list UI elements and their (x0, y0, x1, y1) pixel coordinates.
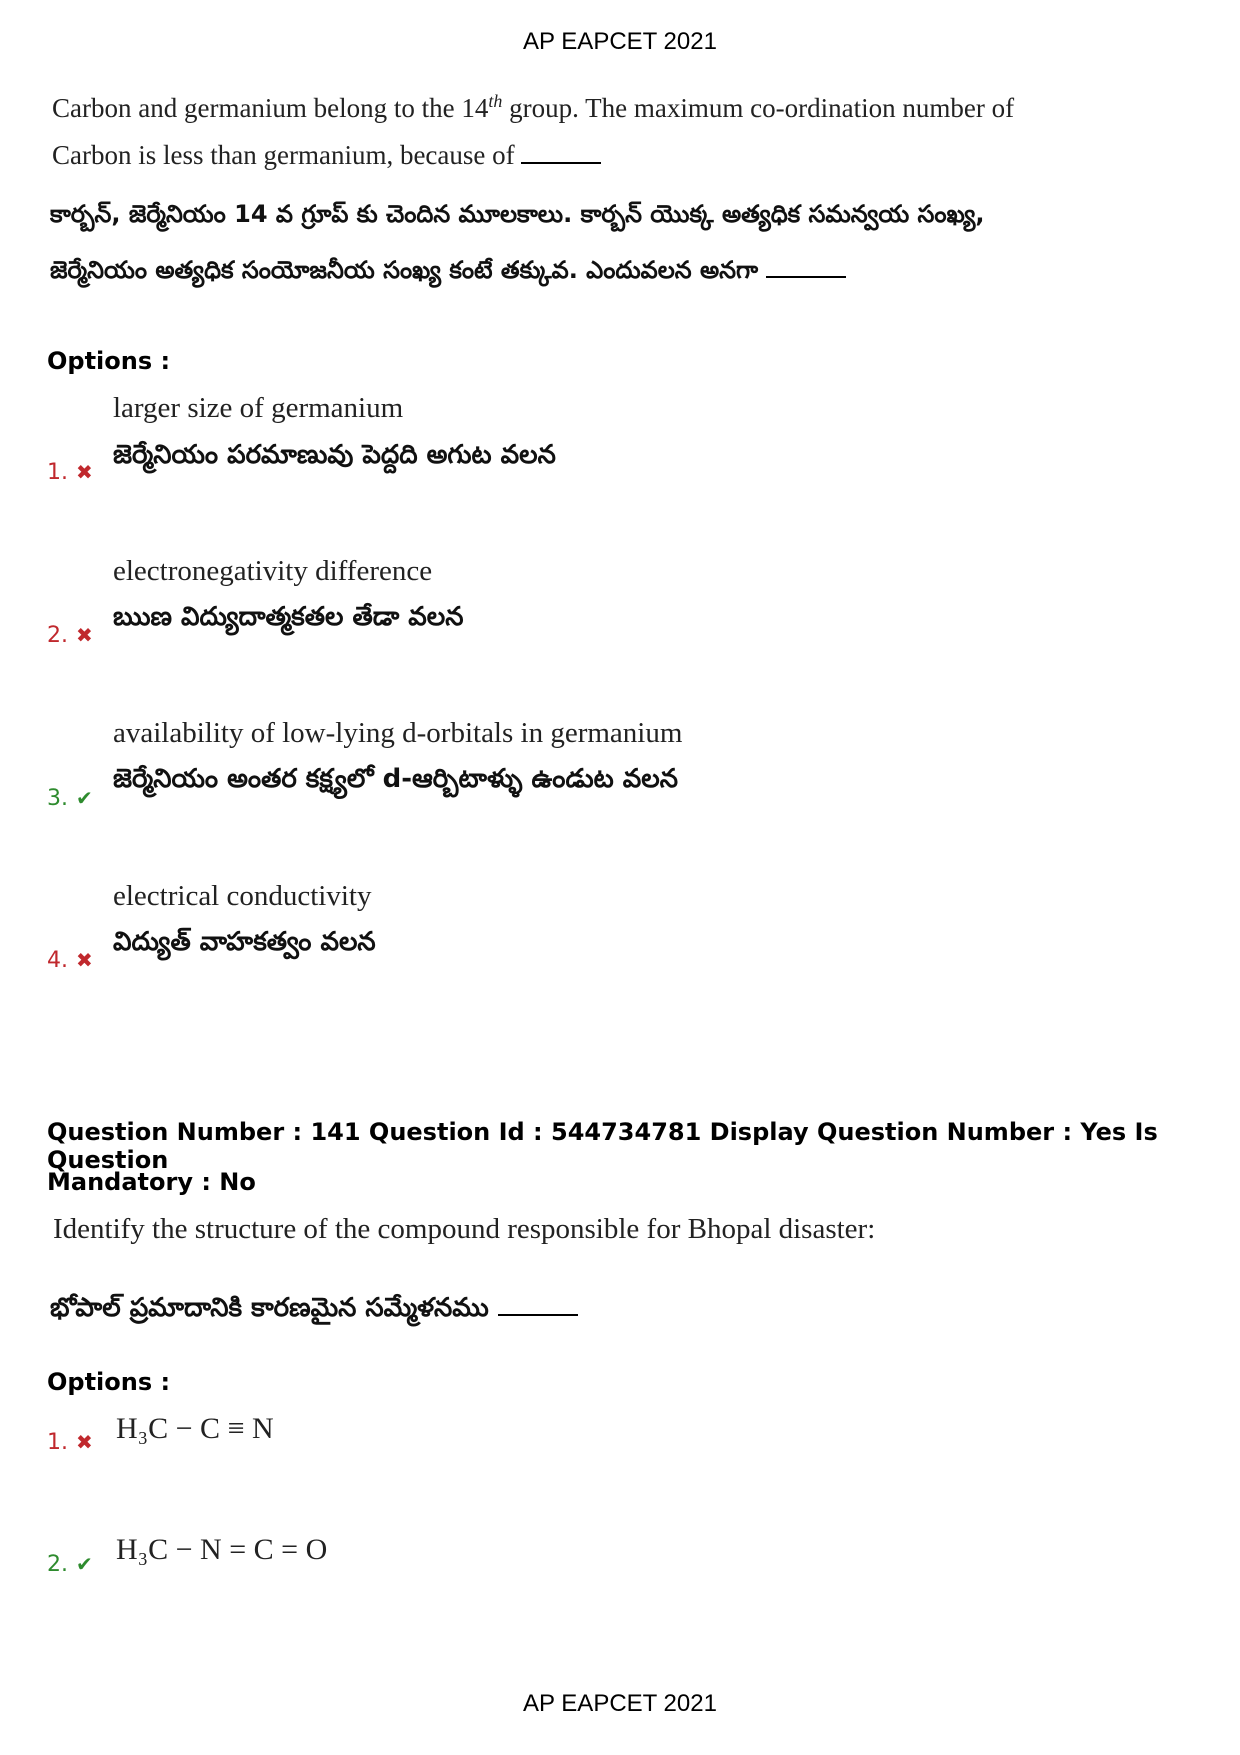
option-2-marker-141 (47, 1552, 93, 1577)
option-3-telugu: జెర్మేనియం అంతర కక్ష్యలో d-ఆర్బిటాళ్ళు ఉండుట వలన (113, 764, 678, 794)
option-3-number: 3. (47, 786, 68, 811)
question-meta-line-1: Question Number : 141 Question Id : 544734781 Display Question Number : Yes Is Question (47, 1118, 1158, 1174)
option-1-telugu: జెర్మేనియం పరమాణువు పెద్దది అగుట వలన (113, 440, 556, 470)
answer-blank-141 (498, 1294, 578, 1316)
options-label: Options : (47, 347, 171, 375)
option-4-marker (47, 948, 93, 973)
question-141-telugu (50, 1293, 578, 1329)
option-2-number-141: 2. (47, 1552, 68, 1577)
cross-icon: ✖ (76, 1430, 93, 1454)
question-line-2: Carbon is less than germanium, because of (52, 140, 515, 170)
options-label-141: Options : (47, 1368, 171, 1396)
option-2-formula: H₃C − N = C = O (116, 1533, 328, 1566)
option-4-english: electrical conductivity (113, 880, 372, 912)
cross-icon: ✖ (76, 460, 93, 484)
option-1-marker (47, 460, 93, 485)
question-141-telugu-text: భోపాల్ ప్రమాదానికి కారణమైన సమ్మేళనము (50, 1293, 489, 1323)
answer-blank (521, 142, 601, 164)
answer-blank-telugu (766, 256, 846, 278)
page-header: AP EAPCET 2021 (523, 28, 717, 55)
option-2-telugu: ఋణ విద్యుదాత్మకతల తేడా వలన (113, 602, 464, 632)
page-footer: AP EAPCET 2021 (523, 1690, 717, 1717)
question-line-1b: group. The maximum co-ordination number of (502, 93, 1015, 123)
question-line-1a: Carbon and germanium belong to the 14 (52, 93, 489, 123)
question-text-telugu (50, 186, 985, 298)
option-1-number: 1. (47, 460, 68, 485)
superscript: th (488, 91, 503, 111)
question-text-english (52, 78, 1014, 179)
telugu-line-1: కార్బన్, జెర్మేనియం 14 వ గ్రూప్ కు చెందిన మూలకాలు. కార్బన్ యొక్క అత్యధిక సమన్వయ సంఖ్య, (50, 200, 985, 228)
option-2-english: electronegativity difference (113, 555, 433, 587)
cross-icon: ✖ (76, 623, 93, 647)
cross-icon: ✖ (76, 948, 93, 972)
option-4-number: 4. (47, 948, 68, 973)
check-icon: ✔ (76, 786, 93, 810)
option-3-marker (47, 786, 93, 811)
telugu-line-2: జెర్మేనియం అత్యధిక సంయోజనీయ సంఖ్య కంటే తక్కువ. ఎందువలన అనగా (50, 256, 759, 284)
check-icon: ✔ (76, 1552, 93, 1576)
option-3-english: availability of low-lying d-orbitals in germanium (113, 717, 683, 749)
option-1-number-141: 1. (47, 1430, 68, 1455)
option-4-telugu: విద్యుత్ వాహకత్వం వలన (113, 927, 376, 957)
question-141-english: Identify the structure of the compound responsible for Bhopal disaster: (53, 1213, 876, 1245)
option-1-english: larger size of germanium (113, 392, 404, 424)
option-1-formula: H₃C − C ≡ N (116, 1412, 274, 1445)
question-meta-line-2: Mandatory : No (47, 1168, 256, 1196)
option-2-number: 2. (47, 623, 68, 648)
option-1-marker-141 (47, 1430, 93, 1455)
option-2-marker (47, 623, 93, 648)
